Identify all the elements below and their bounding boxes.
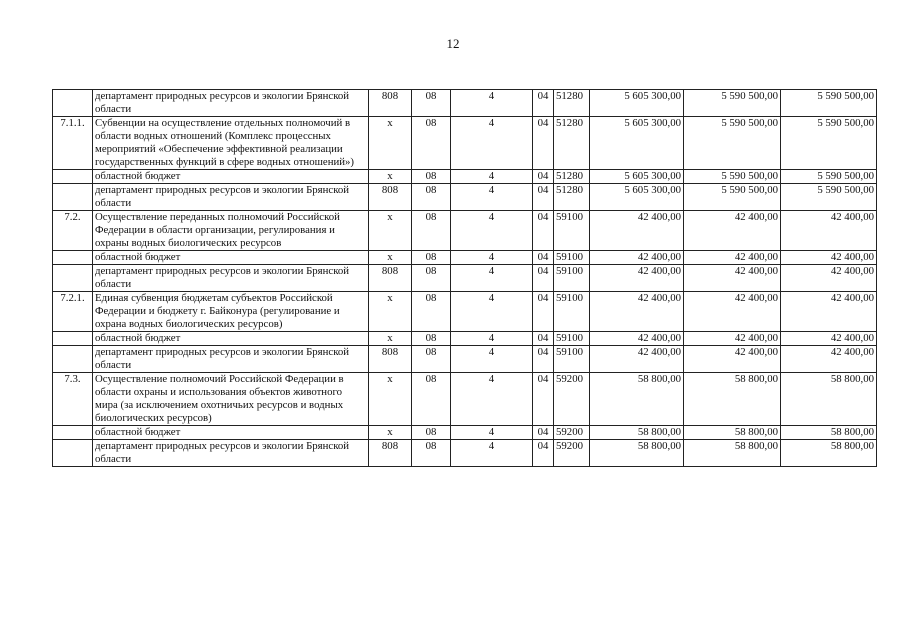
amount-year-2: 5 590 500,00 <box>684 184 781 211</box>
row-number: 7.1.1. <box>53 117 93 170</box>
row-name: департамент природных ресурсов и экологии Брянской области <box>93 346 369 373</box>
table-row <box>53 170 877 184</box>
row-number <box>53 346 93 373</box>
target-code: 51280 <box>554 117 590 170</box>
amount-year-2: 58 800,00 <box>684 440 781 467</box>
amount-year-2: 5 590 500,00 <box>684 90 781 117</box>
table-row <box>53 251 877 265</box>
row-number <box>53 251 93 265</box>
program-code: 4 <box>451 251 533 265</box>
table-row <box>53 426 877 440</box>
amount-year-1: 5 605 300,00 <box>590 184 684 211</box>
grbs-code: х <box>369 426 412 440</box>
grbs-code: 808 <box>369 184 412 211</box>
table-body <box>53 90 877 467</box>
section-code: 08 <box>412 373 451 426</box>
amount-year-1: 42 400,00 <box>590 332 684 346</box>
subprogram-code: 04 <box>533 184 554 211</box>
section-code: 08 <box>412 332 451 346</box>
table-row <box>53 292 877 332</box>
table-row <box>53 211 877 251</box>
section-code: 08 <box>412 440 451 467</box>
amount-year-3: 58 800,00 <box>781 440 877 467</box>
section-code: 08 <box>412 211 451 251</box>
row-number <box>53 440 93 467</box>
subprogram-code: 04 <box>533 265 554 292</box>
row-number <box>53 90 93 117</box>
grbs-code: 808 <box>369 346 412 373</box>
row-number: 7.2.1. <box>53 292 93 332</box>
section-code: 08 <box>412 346 451 373</box>
program-code: 4 <box>451 426 533 440</box>
amount-year-3: 42 400,00 <box>781 292 877 332</box>
row-number: 7.2. <box>53 211 93 251</box>
target-code: 51280 <box>554 90 590 117</box>
program-code: 4 <box>451 373 533 426</box>
table-row <box>53 346 877 373</box>
amount-year-2: 42 400,00 <box>684 332 781 346</box>
table-row <box>53 265 877 292</box>
table-row <box>53 440 877 467</box>
section-code: 08 <box>412 265 451 292</box>
amount-year-2: 5 590 500,00 <box>684 170 781 184</box>
subprogram-code: 04 <box>533 426 554 440</box>
grbs-code: 808 <box>369 265 412 292</box>
amount-year-3: 5 590 500,00 <box>781 170 877 184</box>
section-code: 08 <box>412 251 451 265</box>
amount-year-1: 42 400,00 <box>590 251 684 265</box>
row-number <box>53 184 93 211</box>
section-code: 08 <box>412 184 451 211</box>
amount-year-2: 42 400,00 <box>684 346 781 373</box>
amount-year-3: 42 400,00 <box>781 332 877 346</box>
program-code: 4 <box>451 170 533 184</box>
subprogram-code: 04 <box>533 373 554 426</box>
subprogram-code: 04 <box>533 440 554 467</box>
subprogram-code: 04 <box>533 292 554 332</box>
amount-year-1: 42 400,00 <box>590 265 684 292</box>
amount-year-2: 42 400,00 <box>684 211 781 251</box>
target-code: 59200 <box>554 440 590 467</box>
program-code: 4 <box>451 211 533 251</box>
target-code: 59100 <box>554 332 590 346</box>
subprogram-code: 04 <box>533 332 554 346</box>
row-number <box>53 265 93 292</box>
table-row <box>53 373 877 426</box>
table-row <box>53 184 877 211</box>
grbs-code: 808 <box>369 440 412 467</box>
table-row <box>53 117 877 170</box>
subprogram-code: 04 <box>533 117 554 170</box>
amount-year-3: 42 400,00 <box>781 251 877 265</box>
amount-year-1: 42 400,00 <box>590 292 684 332</box>
program-code: 4 <box>451 117 533 170</box>
amount-year-2: 58 800,00 <box>684 373 781 426</box>
grbs-code: х <box>369 332 412 346</box>
amount-year-2: 42 400,00 <box>684 265 781 292</box>
row-name: областной бюджет <box>93 251 369 265</box>
section-code: 08 <box>412 90 451 117</box>
amount-year-1: 58 800,00 <box>590 426 684 440</box>
target-code: 59100 <box>554 265 590 292</box>
amount-year-3: 42 400,00 <box>781 265 877 292</box>
amount-year-1: 5 605 300,00 <box>590 117 684 170</box>
amount-year-1: 5 605 300,00 <box>590 90 684 117</box>
target-code: 59200 <box>554 373 590 426</box>
row-number: 7.3. <box>53 373 93 426</box>
row-name: Осуществление полномочий Российской Федерации в области охраны и использования объектов животного мира (за исключением охотничьих ресурсов и водных биологических ресурсов) <box>93 373 369 426</box>
amount-year-3: 5 590 500,00 <box>781 117 877 170</box>
grbs-code: х <box>369 292 412 332</box>
grbs-code: х <box>369 373 412 426</box>
amount-year-2: 42 400,00 <box>684 251 781 265</box>
program-code: 4 <box>451 90 533 117</box>
table-row <box>53 90 877 117</box>
row-name: департамент природных ресурсов и экологии Брянской области <box>93 265 369 292</box>
table-row <box>53 332 877 346</box>
amount-year-3: 5 590 500,00 <box>781 184 877 211</box>
page-number: 12 <box>446 36 460 51</box>
row-name: областной бюджет <box>93 170 369 184</box>
grbs-code: х <box>369 170 412 184</box>
amount-year-3: 42 400,00 <box>781 211 877 251</box>
amount-year-2: 42 400,00 <box>684 292 781 332</box>
amount-year-3: 42 400,00 <box>781 346 877 373</box>
subprogram-code: 04 <box>533 211 554 251</box>
subprogram-code: 04 <box>533 251 554 265</box>
amount-year-2: 58 800,00 <box>684 426 781 440</box>
program-code: 4 <box>451 184 533 211</box>
section-code: 08 <box>412 292 451 332</box>
row-name: областной бюджет <box>93 426 369 440</box>
row-name: областной бюджет <box>93 332 369 346</box>
program-code: 4 <box>451 332 533 346</box>
amount-year-2: 5 590 500,00 <box>684 117 781 170</box>
row-name: Единая субвенция бюджетам субъектов Российской Федерации и бюджету г. Байконура (регулирование и охрана водных биологических ресурсов) <box>93 292 369 332</box>
target-code: 51280 <box>554 170 590 184</box>
amount-year-1: 42 400,00 <box>590 346 684 373</box>
row-name: Осуществление переданных полномочий Российской Федерации в области организации, регулирования и охраны водных биологических ресурсов <box>93 211 369 251</box>
program-code: 4 <box>451 440 533 467</box>
target-code: 59200 <box>554 426 590 440</box>
program-code: 4 <box>451 265 533 292</box>
amount-year-3: 58 800,00 <box>781 373 877 426</box>
amount-year-3: 58 800,00 <box>781 426 877 440</box>
row-number <box>53 426 93 440</box>
amount-year-1: 42 400,00 <box>590 211 684 251</box>
section-code: 08 <box>412 117 451 170</box>
target-code: 59100 <box>554 346 590 373</box>
amount-year-3: 5 590 500,00 <box>781 90 877 117</box>
subprogram-code: 04 <box>533 346 554 373</box>
grbs-code: х <box>369 251 412 265</box>
target-code: 51280 <box>554 184 590 211</box>
subprogram-code: 04 <box>533 90 554 117</box>
amount-year-1: 58 800,00 <box>590 440 684 467</box>
program-code: 4 <box>451 346 533 373</box>
amount-year-1: 5 605 300,00 <box>590 170 684 184</box>
target-code: 59100 <box>554 211 590 251</box>
row-number <box>53 332 93 346</box>
row-name: департамент природных ресурсов и экологии Брянской области <box>93 440 369 467</box>
grbs-code: 808 <box>369 90 412 117</box>
row-number <box>53 170 93 184</box>
target-code: 59100 <box>554 251 590 265</box>
target-code: 59100 <box>554 292 590 332</box>
program-code: 4 <box>451 292 533 332</box>
grbs-code: х <box>369 117 412 170</box>
budget-table <box>52 89 877 467</box>
section-code: 08 <box>412 426 451 440</box>
row-name: департамент природных ресурсов и экологии Брянской области <box>93 90 369 117</box>
subprogram-code: 04 <box>533 170 554 184</box>
section-code: 08 <box>412 170 451 184</box>
grbs-code: х <box>369 211 412 251</box>
row-name: департамент природных ресурсов и экологии Брянской области <box>93 184 369 211</box>
amount-year-1: 58 800,00 <box>590 373 684 426</box>
row-name: Субвенции на осуществление отдельных полномочий в области водных отношений (Комплекс процессных мероприятий «Обеспечение эффективной реализации государственных функций в сфере водных отношений») <box>93 117 369 170</box>
